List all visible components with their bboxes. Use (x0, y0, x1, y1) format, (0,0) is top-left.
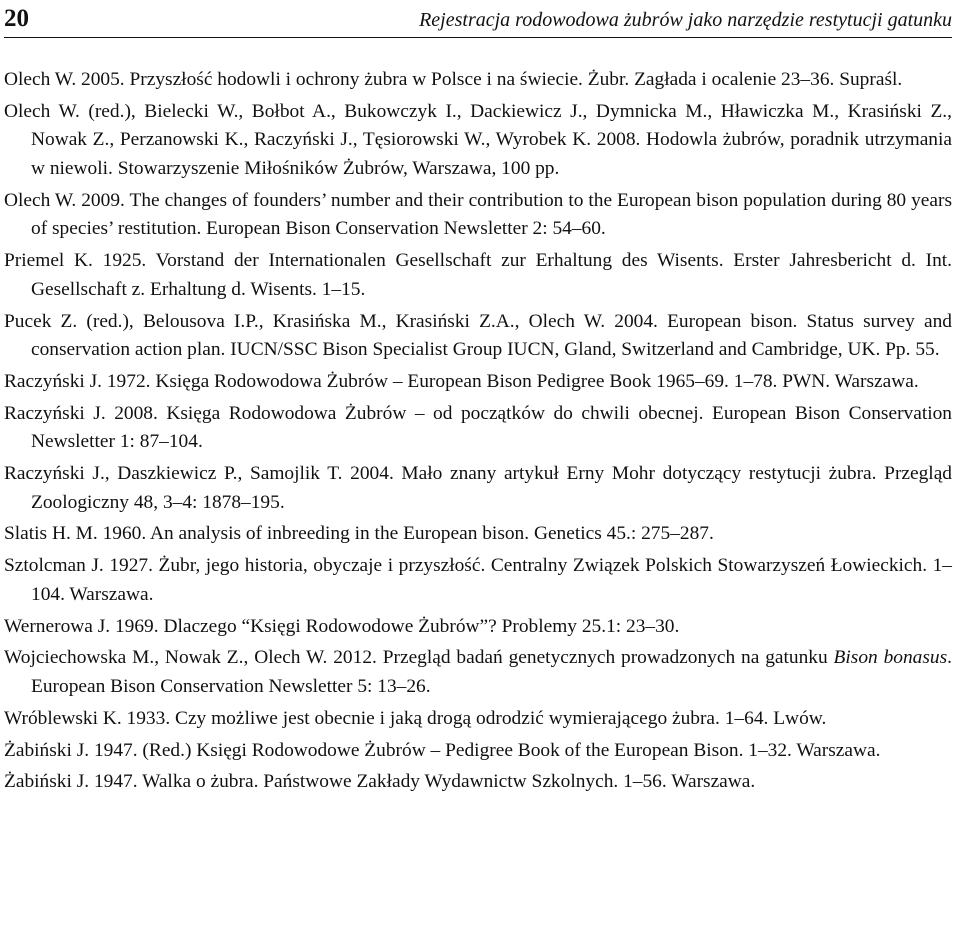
reference-item (4, 247, 952, 304)
reference-item (4, 98, 952, 184)
running-title: Rejestracja rodowodowa żubrów jako narzędzie restytucji gatunku (419, 9, 952, 31)
reference-list (4, 66, 952, 797)
reference-item (4, 644, 952, 701)
reference-text: Żabiński J. 1947. (Red.) Księgi Rodowodowe Żubrów – Pedigree Book of the European Bison. 1–32. Warszawa. (4, 739, 881, 761)
reference-text: Raczyński J., Daszkiewicz P., Samojlik T. 2004. Mało znany artykuł Erny Mohr dotyczący restytucji żubra. Przegląd Zoologiczny 48, 3–4: 1878–195. (4, 463, 952, 513)
reference-item (4, 705, 952, 734)
reference-item (4, 737, 952, 766)
reference-text: Olech W. 2009. The changes of founders’ number and their contribution to the European bison population during 80 years of species’ restitution. European Bison Conservation Newsletter 2: 54–60. (4, 189, 952, 240)
reference-item (4, 66, 952, 95)
reference-text: Sztolcman J. 1927. Żubr, jego historia, obyczaje i przyszłość. Centralny Związek Polskich Stowarzyszeń Łowieckich. 1–104. Warszawa. (4, 555, 952, 605)
reference-text: Żabiński J. 1947. Walka o żubra. Państwowe Zakłady Wydawnictw Szkolnych. 1–56. Warszawa. (4, 771, 756, 793)
reference-item (4, 613, 952, 642)
reference-item (4, 187, 952, 244)
reference-species-name: Bison bonasus (833, 647, 948, 669)
reference-text: Wernerowa J. 1969. Dlaczego “Księgi Rodowodowe Żubrów”? Problemy 25.1: 23–30. (4, 615, 680, 637)
reference-text: Olech W. (red.), Bielecki W., Bołbot A., Bukowczyk I., Dackiewicz J., Dymnicka M., Hławiczka M., Krasiński Z., Nowak Z., Perzanowski K., Raczyński J., Tęsiorowski W., Wyrobek K. 2008. Hodowla żubrów, poradnik utrzymania w niewoli. Stowarzyszenie Miłośników Żubrów, Warszawa, 100 pp. (4, 100, 952, 179)
reference-text: Raczyński J. 1972. Księga Rodowodowa Żubrów – European Bison Pedigree Book 1965–69. 1–78. PWN. Warszawa. (4, 370, 919, 392)
reference-text-continued: . European Bison Conservation Newsletter 5: 13–26. (31, 647, 953, 697)
reference-item (4, 400, 952, 457)
reference-text: Priemel K. 1925. Vorstand der Internationalen Gesellschaft zur Erhaltung des Wisents. Erster Jahresbericht d. Int. Gesellschaft z. Erhaltung d. Wisents. 1–15. (4, 250, 952, 300)
reference-item (4, 308, 952, 365)
reference-text: Wojciechowska M., Nowak Z., Olech W. 2012. Przegląd badań genetycznych prowadzonych na gatunku (4, 647, 834, 669)
page-number: 20 (4, 5, 29, 32)
reference-text: Raczyński J. 2008. Księga Rodowodowa Żubrów – od początków do chwili obecnej. European Bison Conservation Newsletter 1: 87–104. (4, 402, 952, 453)
reference-item (4, 520, 952, 549)
reference-item (4, 768, 952, 797)
reference-text: Olech W. 2005. Przyszłość hodowli i ochrony żubra w Polsce i na świecie. Żubr. Zagłada i ocalenie 23–36. Supraśl. (4, 69, 903, 90)
reference-item (4, 460, 952, 517)
reference-item (4, 552, 952, 609)
reference-text: Pucek Z. (red.), Belousova I.P., Krasińska M., Krasiński Z.A., Olech W. 2004. European bison. Status survey and conservation action plan. IUCN/SSC Bison Specialist Group IUCN, Gland, Switzerland and Cambridge, UK. Pp. 55. (4, 310, 952, 361)
reference-item (4, 368, 952, 397)
running-header (4, 0, 952, 38)
reference-text: Slatis H. M. 1960. An analysis of inbreeding in the European bison. Genetics 45.: 275–287. (4, 523, 714, 545)
reference-text: Wróblewski K. 1933. Czy możliwe jest obecnie i jaką drogą odrodzić wymierającego żubra. 1–64. Lwów. (4, 707, 827, 729)
